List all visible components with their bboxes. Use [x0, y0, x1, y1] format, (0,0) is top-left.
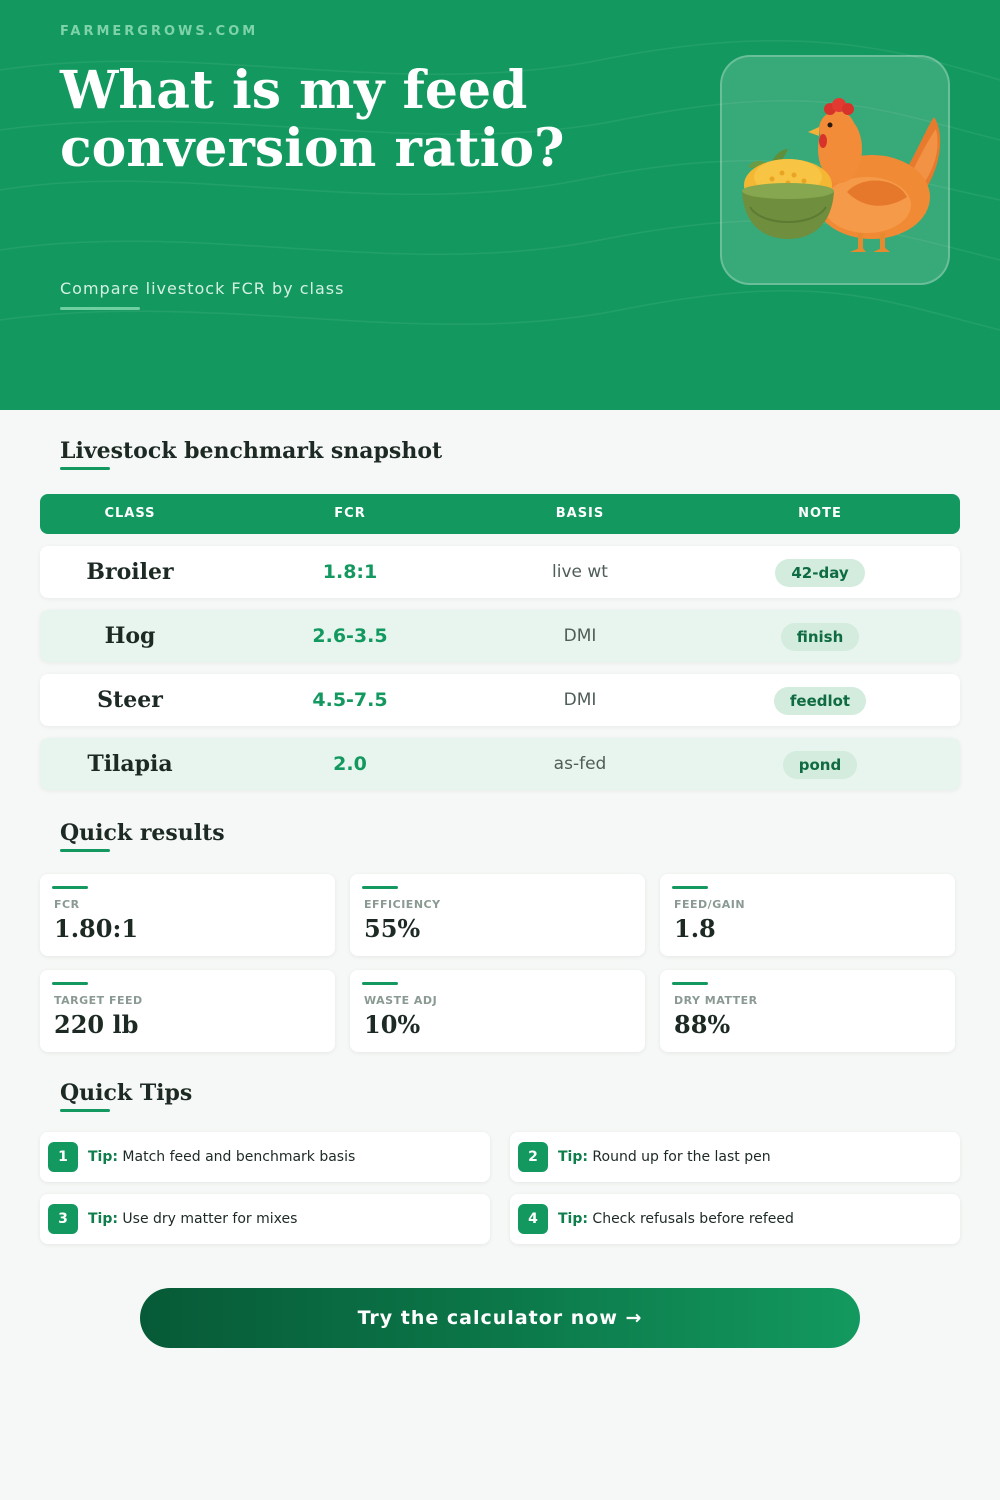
result-label: FCR: [54, 898, 80, 911]
fcr-cell: 2.6-3.5: [312, 625, 388, 647]
column-header-basis: BASIS: [555, 506, 605, 521]
fcr-cell: 1.8:1: [322, 561, 378, 583]
tip-text: [88, 1132, 355, 1182]
tip-item: [510, 1132, 960, 1182]
note-cell: [740, 738, 900, 790]
result-card-efficiency: [350, 874, 645, 956]
result-card-waste-adj: [350, 970, 645, 1052]
result-value: 1.8: [674, 914, 716, 943]
tip-number-badge: 3: [48, 1204, 78, 1234]
hero-banner: [0, 0, 1000, 410]
card-accent-bar: [52, 886, 88, 889]
tip-lead: Tip:: [558, 1149, 588, 1165]
tip-text: [558, 1194, 794, 1244]
tip-text: [88, 1194, 297, 1244]
result-value: 88%: [674, 1010, 731, 1039]
tip-lead: Tip:: [88, 1211, 118, 1227]
benchmark-title-underline: [60, 467, 110, 470]
result-value: 55%: [364, 914, 421, 943]
card-accent-bar: [362, 886, 398, 889]
tips-section-title: Quick Tips: [60, 1080, 193, 1106]
result-label: TARGET FEED: [54, 994, 143, 1007]
card-accent-bar: [672, 982, 708, 985]
result-value: 220 lb: [54, 1010, 139, 1039]
result-label: WASTE ADJ: [364, 994, 438, 1007]
result-label: DRY MATTER: [674, 994, 758, 1007]
result-label: FEED/GAIN: [674, 898, 746, 911]
class-cell: Broiler: [86, 559, 174, 585]
tip-body: Round up for the last pen: [592, 1149, 771, 1165]
tip-body: Check refusals before refeed: [592, 1211, 794, 1227]
tip-body: Match feed and benchmark basis: [122, 1149, 356, 1165]
hero-illustration-card: [720, 55, 950, 285]
tip-item: [40, 1132, 490, 1182]
card-accent-bar: [52, 982, 88, 985]
result-card-dry-matter: [660, 970, 955, 1052]
card-accent-bar: [672, 886, 708, 889]
note-badge: feedlot: [774, 687, 866, 715]
tip-item: [510, 1194, 960, 1244]
class-cell: Steer: [97, 687, 163, 713]
chicken-with-feed-bowl-icon: [722, 57, 952, 287]
note-badge: finish: [781, 623, 860, 651]
results-section-title: Quick results: [60, 820, 225, 846]
tips-title-underline: [60, 1109, 110, 1112]
result-card-feed-gain: [660, 874, 955, 956]
tip-number-badge: 1: [48, 1142, 78, 1172]
tip-number-badge: 4: [518, 1204, 548, 1234]
note-cell: [740, 546, 900, 598]
class-cell: Tilapia: [87, 751, 173, 777]
table-row: [40, 610, 960, 662]
basis-cell: live wt: [552, 562, 608, 582]
try-calculator-button[interactable]: Try the calculator now →: [140, 1288, 860, 1348]
results-title-underline: [60, 849, 110, 852]
result-card-fcr: [40, 874, 335, 956]
result-label: EFFICIENCY: [364, 898, 441, 911]
table-header: [40, 494, 960, 534]
basis-cell: as-fed: [553, 754, 607, 774]
note-cell: [740, 610, 900, 662]
basis-cell: DMI: [563, 626, 597, 646]
column-header-note: NOTE: [798, 506, 842, 521]
table-row: [40, 674, 960, 726]
benchmark-section-title: Livestock benchmark snapshot: [60, 438, 443, 464]
card-accent-bar: [362, 982, 398, 985]
note-badge: pond: [783, 751, 857, 779]
table-row: [40, 738, 960, 790]
note-cell: [740, 674, 900, 726]
subtitle-underline: [60, 307, 140, 310]
tip-body: Use dry matter for mixes: [122, 1211, 298, 1227]
class-cell: Hog: [104, 623, 156, 649]
basis-cell: DMI: [563, 690, 597, 710]
tip-lead: Tip:: [558, 1211, 588, 1227]
fcr-cell: 4.5-7.5: [312, 689, 388, 711]
column-header-class: CLASS: [104, 506, 156, 521]
result-value: 10%: [364, 1010, 421, 1039]
page-subtitle: Compare livestock FCR by class: [60, 279, 345, 298]
result-value: 1.80:1: [54, 914, 139, 943]
tip-text: [558, 1132, 771, 1182]
table-row: [40, 546, 960, 598]
tip-lead: Tip:: [88, 1149, 118, 1165]
site-name[interactable]: FARMERGROWS.COM: [60, 24, 259, 39]
tip-number-badge: 2: [518, 1142, 548, 1172]
page-title: What is my feed conversion ratio?: [60, 60, 565, 179]
fcr-cell: 2.0: [333, 753, 367, 775]
tip-item: [40, 1194, 490, 1244]
column-header-fcr: FCR: [334, 506, 366, 521]
result-card-target-feed: [40, 970, 335, 1052]
note-badge: 42-day: [775, 559, 864, 587]
